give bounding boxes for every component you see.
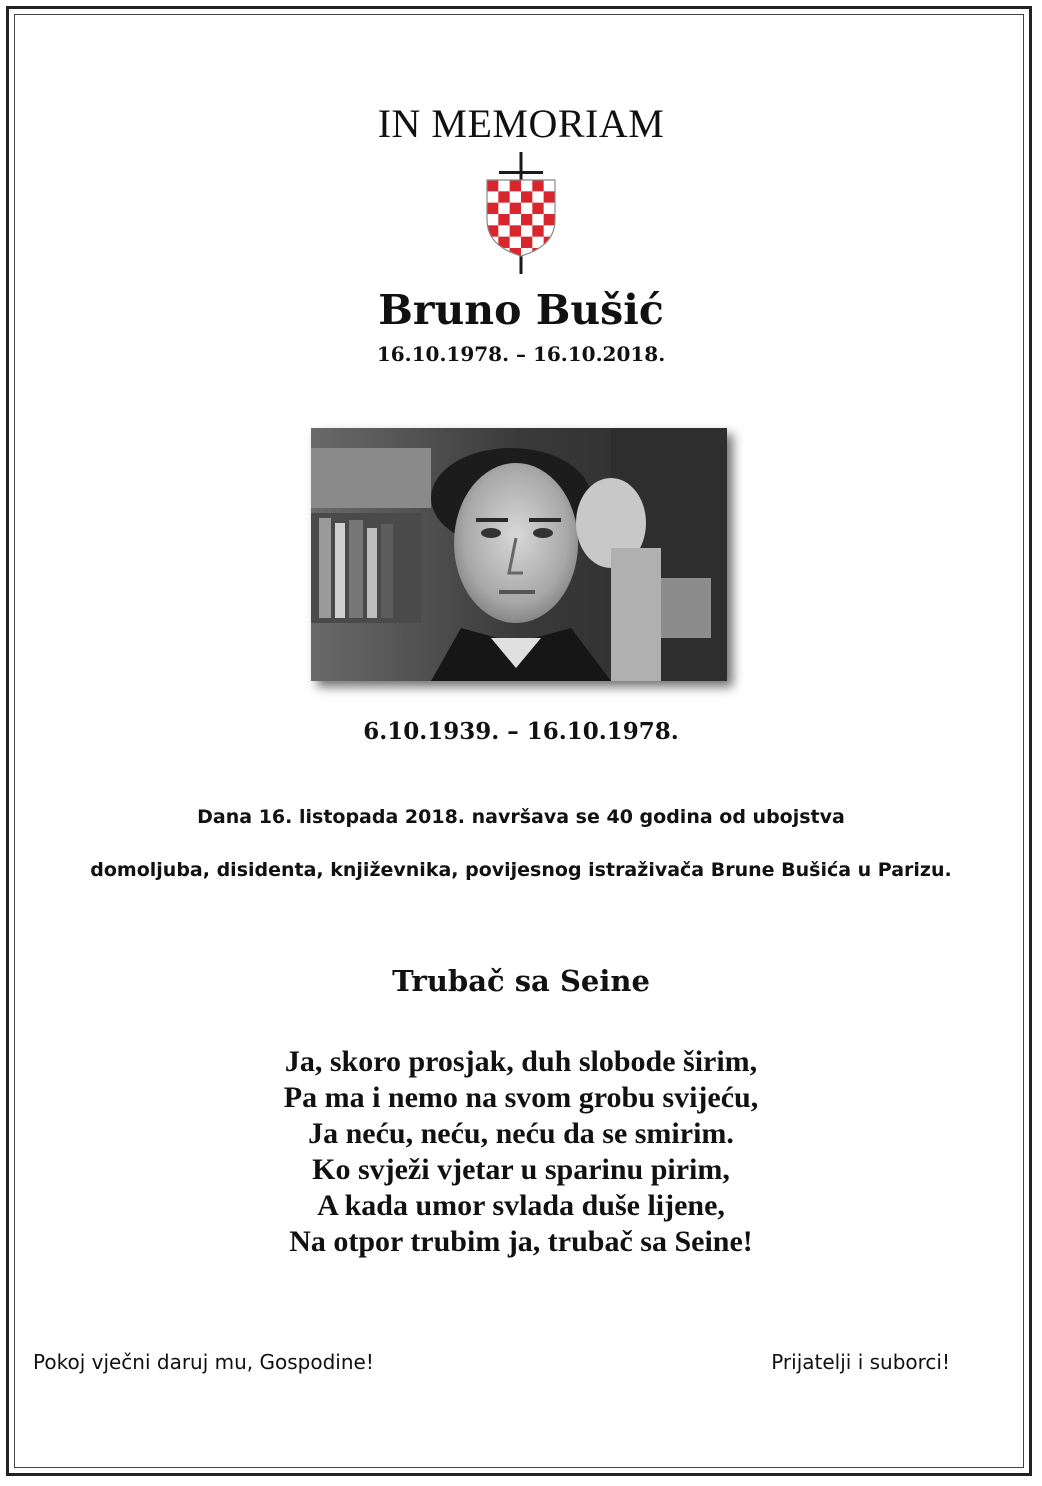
poem-line: Pa ma i nemo na svom grobu svijeću,	[283, 1081, 759, 1114]
croatian-crest-icon	[481, 152, 561, 274]
poem-line: Na otpor trubim ja, trubač sa Seine!	[289, 1225, 753, 1258]
page-title: IN MEMORIAM	[377, 101, 665, 146]
poem-body	[0, 1044, 1042, 1260]
footer-prayer: Pokoj vječni daruj mu, Gospodine!	[33, 1350, 374, 1374]
poem-line: Ja, skoro prosjak, duh slobode širim,	[284, 1045, 758, 1078]
person-name: Bruno Bušić	[378, 286, 664, 334]
poem-line: Ko svježi vjetar u sparinu pirim,	[312, 1153, 730, 1186]
anniversary-dates: 16.10.1978. – 16.10.2018.	[376, 342, 666, 366]
portrait-image	[311, 428, 727, 681]
portrait-photo	[311, 428, 727, 681]
poem-line: A kada umor svlada duše lijene,	[317, 1189, 725, 1222]
life-dates: 6.10.1939. – 16.10.1978.	[363, 718, 679, 745]
poem-line: Ja neću, neću, neću da se smirim.	[308, 1117, 734, 1150]
poem-title: Trubač sa Seine	[392, 964, 650, 998]
intro-line-1: Dana 16. listopada 2018. navršava se 40 godina od ubojstva	[197, 806, 845, 828]
footer-signature: Prijatelji i suborci!	[771, 1350, 950, 1374]
intro-line-2: domoljuba, disidenta, književnika, povijesnog istraživača Brune Bušića u Parizu.	[90, 859, 952, 881]
